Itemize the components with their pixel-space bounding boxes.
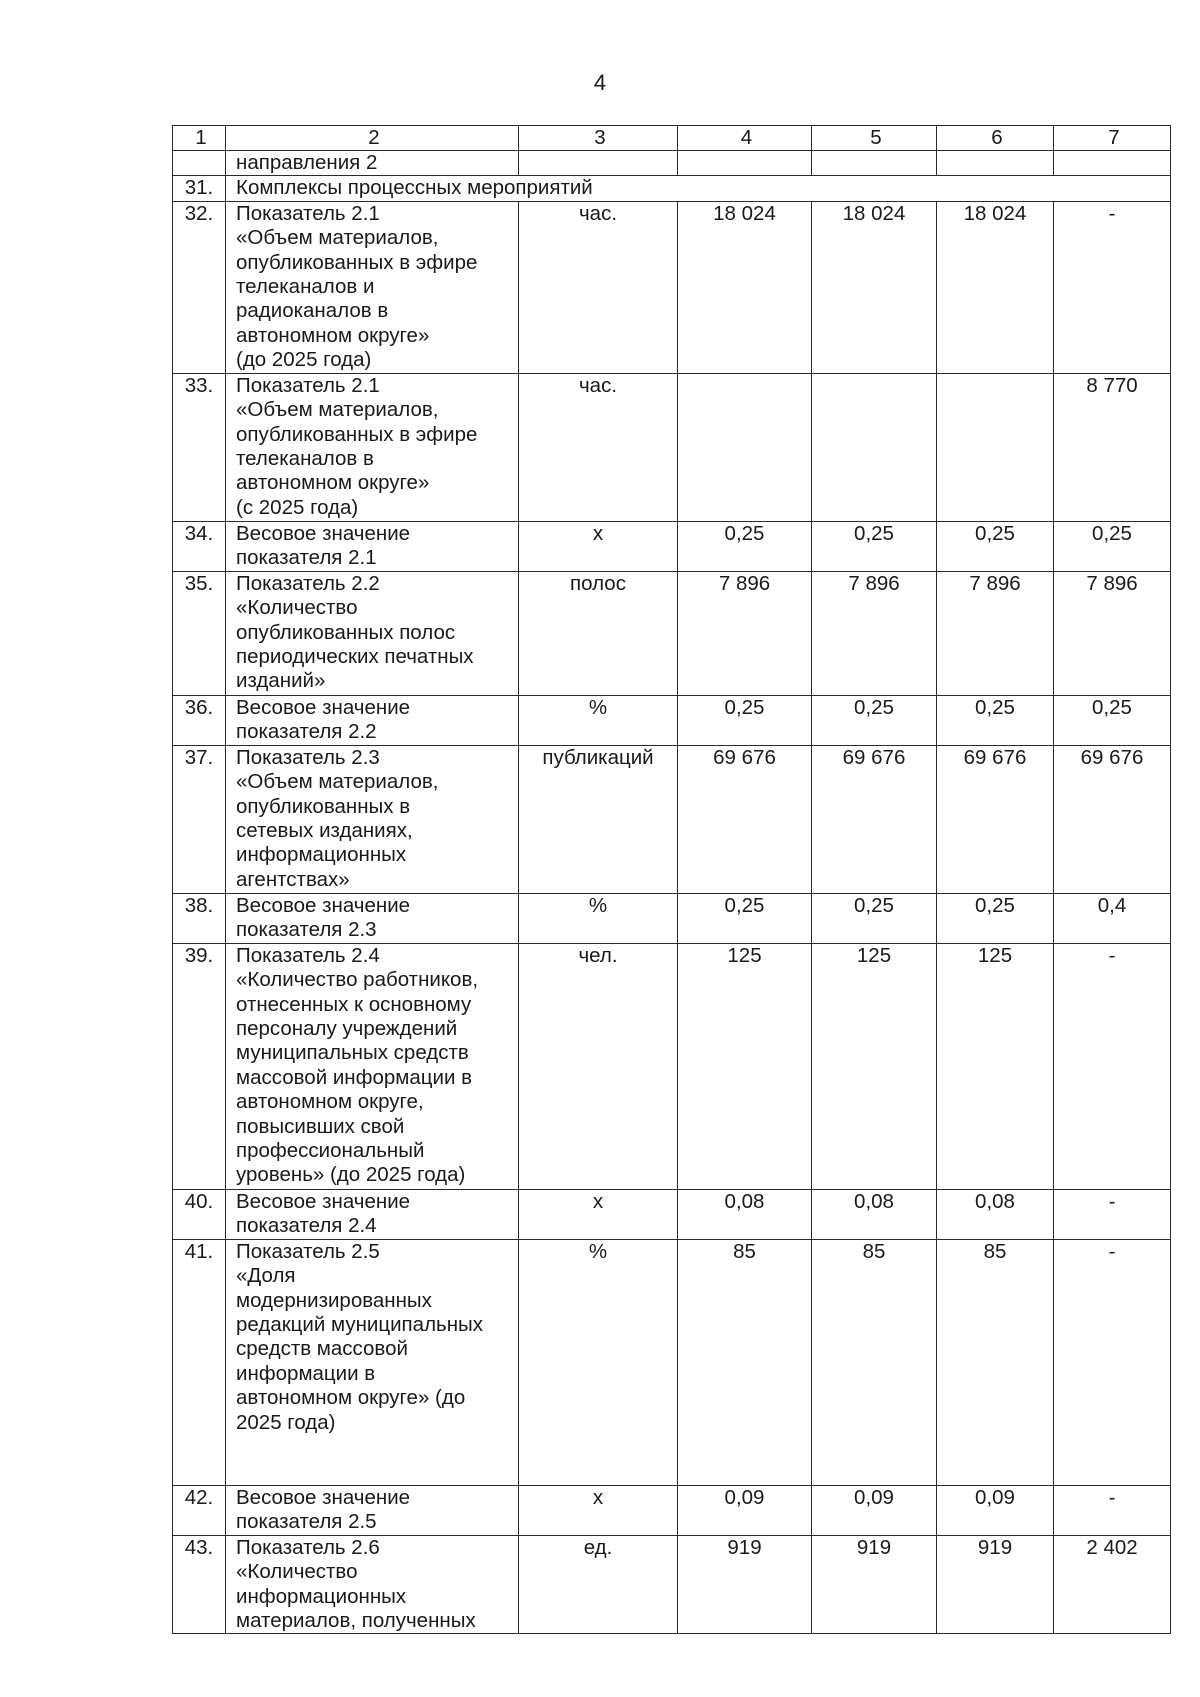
unit-cell: х: [519, 521, 678, 571]
value-cell-col4: 0,25: [678, 695, 812, 745]
indicator-name-line: Показатель 2.4: [236, 943, 380, 967]
indicator-name-line: Показатель 2.1: [236, 373, 380, 397]
table-row: [173, 201, 1171, 373]
indicator-name-line: сетевых изданиях,: [236, 819, 413, 843]
indicator-name-line: «Объем материалов,: [236, 398, 439, 422]
table-row: [173, 1189, 1171, 1239]
indicator-name-line: средств массовой: [236, 1337, 408, 1361]
indicator-name-line: опубликованных в: [236, 794, 411, 818]
indicator-name-line: радиоканалов в: [236, 299, 389, 323]
table-row: [173, 745, 1171, 893]
indicator-name-line: агентствах»: [236, 867, 350, 891]
value-cell-col7: 0,25: [1054, 521, 1171, 571]
value-cell-col7: 69 676: [1054, 745, 1171, 893]
value-cell-col4: 125: [678, 943, 812, 1189]
indicator-name-line: «Количество: [236, 596, 358, 620]
row-number-cell: 32.: [173, 201, 226, 373]
indicator-name-line: Весовое значение: [236, 695, 411, 719]
value-cell-col5: 0,08: [812, 1189, 937, 1239]
row-number-cell: 33.: [173, 373, 226, 521]
indicator-name-line: опубликованных полос: [236, 620, 456, 644]
indicator-name-cell: [226, 1485, 519, 1535]
indicator-name-line: телеканалов и: [236, 275, 375, 299]
value-cell: [1054, 151, 1171, 176]
value-cell-col6: 69 676: [937, 745, 1054, 893]
header-cell: 7: [1054, 126, 1171, 151]
indicator-name-line: Весовое значение: [236, 1485, 411, 1509]
row-number-cell: 35.: [173, 571, 226, 695]
table-row: [173, 373, 1171, 521]
indicator-name-line: «Доля: [236, 1264, 296, 1288]
value-cell-col6: 0,25: [937, 521, 1054, 571]
indicator-name-line: массовой информации в: [236, 1065, 473, 1089]
header-cell: 5: [812, 126, 937, 151]
value-cell-col5: 7 896: [812, 571, 937, 695]
indicator-name-line: Весовое значение: [236, 1189, 411, 1213]
indicator-name-line: отнесенных к основному: [236, 992, 472, 1016]
header-cell: 2: [226, 126, 519, 151]
table-row: [173, 893, 1171, 943]
page-number: 4: [593, 70, 607, 95]
row-number-cell: 38.: [173, 893, 226, 943]
indicator-name-line: периодических печатных: [236, 645, 474, 669]
indicator-name-line: Весовое значение: [236, 521, 411, 545]
value-cell-col6: [937, 373, 1054, 521]
indicator-name-line: автономном округе»: [236, 471, 430, 495]
value-cell-col5: [812, 373, 937, 521]
table-row: [173, 1239, 1171, 1485]
value-cell-col4: 7 896: [678, 571, 812, 695]
row-number-cell: 37.: [173, 745, 226, 893]
value-cell: [678, 151, 812, 176]
row-number-cell: 41.: [173, 1239, 226, 1485]
indicator-name-line: Показатель 2.5: [236, 1239, 380, 1263]
indicator-name-line: уровень» (до 2025 года): [236, 1163, 466, 1187]
indicator-name-cell: [226, 571, 519, 695]
table-row: [173, 521, 1171, 571]
indicator-name-line: Показатель 2.2: [236, 571, 380, 595]
table-row: [173, 571, 1171, 695]
value-cell-col6: 919: [937, 1535, 1054, 1634]
unit-cell: х: [519, 1189, 678, 1239]
indicator-name-line: показателя 2.1: [236, 546, 377, 570]
header-cell: 6: [937, 126, 1054, 151]
row-number-cell: 31.: [173, 176, 226, 201]
indicator-name-line: «Объем материалов,: [236, 770, 439, 794]
indicator-name-line: Показатель 2.3: [236, 745, 380, 769]
value-cell-col6: 0,09: [937, 1485, 1054, 1535]
row-number-cell: 36.: [173, 695, 226, 745]
indicator-name-line: Показатель 2.1: [236, 201, 380, 225]
indicator-name-line: информационных: [236, 1584, 407, 1608]
table-row: [173, 943, 1171, 1189]
indicator-name-line: (до 2025 года): [236, 348, 372, 372]
value-cell-col7: -: [1054, 943, 1171, 1189]
value-cell-col5: 85: [812, 1239, 937, 1485]
value-cell-col4: 919: [678, 1535, 812, 1634]
value-cell-col4: 0,25: [678, 893, 812, 943]
indicator-name-cell: направления 2: [226, 151, 519, 176]
value-cell-col6: 7 896: [937, 571, 1054, 695]
indicator-name-cell: [226, 201, 519, 373]
value-cell-col7: -: [1054, 1485, 1171, 1535]
value-cell-col5: 919: [812, 1535, 937, 1634]
indicator-name-line: показателя 2.5: [236, 1510, 377, 1534]
indicator-name-line: «Количество: [236, 1560, 358, 1584]
table-row: [173, 1485, 1171, 1535]
indicator-name-cell: [226, 521, 519, 571]
value-cell-col5: 0,25: [812, 521, 937, 571]
value-cell-col6: 125: [937, 943, 1054, 1189]
header-cell: 3: [519, 126, 678, 151]
indicator-name-line: Весовое значение: [236, 893, 411, 917]
section-title: Комплексы процессных мероприятий: [226, 176, 1171, 201]
row-number-cell: [173, 151, 226, 176]
unit-cell: ед.: [519, 1535, 678, 1634]
value-cell-col5: 0,25: [812, 695, 937, 745]
indicator-name-line: Показатель 2.6: [236, 1535, 380, 1559]
value-cell-col7: -: [1054, 1189, 1171, 1239]
indicator-name-line: «Объем материалов,: [236, 226, 439, 250]
indicator-name-cell: [226, 1239, 519, 1485]
value-cell: [812, 151, 937, 176]
indicator-name-line: показателя 2.2: [236, 720, 377, 744]
indicator-name-line: автономном округе,: [236, 1090, 424, 1114]
section-row: [173, 176, 1171, 201]
indicator-name-line: муниципальных средств: [236, 1041, 469, 1065]
value-cell-col7: 8 770: [1054, 373, 1171, 521]
indicator-name-line: редакций муниципальных: [236, 1313, 484, 1337]
unit-cell: %: [519, 893, 678, 943]
indicator-name-line: (с 2025 года): [236, 495, 359, 519]
row-number-cell: 39.: [173, 943, 226, 1189]
row-number-cell: 43.: [173, 1535, 226, 1634]
indicators-table: [172, 125, 1171, 1634]
row-number-cell: 40.: [173, 1189, 226, 1239]
unit-cell: полос: [519, 571, 678, 695]
indicator-name-line: «Количество работников,: [236, 968, 479, 992]
value-cell-col7: 7 896: [1054, 571, 1171, 695]
value-cell-col5: 0,09: [812, 1485, 937, 1535]
indicator-name-line: информационных: [236, 843, 407, 867]
table-row: [173, 695, 1171, 745]
header-cell: 1: [173, 126, 226, 151]
value-cell-col7: 2 402: [1054, 1535, 1171, 1634]
value-cell-col6: 0,25: [937, 893, 1054, 943]
value-cell-col4: 85: [678, 1239, 812, 1485]
indicator-name-line: опубликованных в эфире: [236, 422, 478, 446]
indicator-name-cell: [226, 373, 519, 521]
value-cell-col4: 0,25: [678, 521, 812, 571]
value-cell-col7: 0,4: [1054, 893, 1171, 943]
value-cell-col6: 0,08: [937, 1189, 1054, 1239]
indicator-name-line: профессиональный: [236, 1139, 425, 1163]
unit-cell: %: [519, 695, 678, 745]
value-cell: [937, 151, 1054, 176]
header-cell: 4: [678, 126, 812, 151]
continuation-row: [173, 151, 1171, 176]
indicator-name-line: информации в: [236, 1361, 376, 1385]
unit-cell: чел.: [519, 943, 678, 1189]
indicator-name-line: автономном округе» (до: [236, 1386, 466, 1410]
value-cell-col7: -: [1054, 1239, 1171, 1485]
unit-cell: час.: [519, 373, 678, 521]
indicator-name-cell: [226, 1535, 519, 1634]
indicator-name-line: изданий»: [236, 669, 326, 693]
value-cell-col7: 0,25: [1054, 695, 1171, 745]
indicator-name-cell: [226, 695, 519, 745]
value-cell-col6: 18 024: [937, 201, 1054, 373]
value-cell-col7: -: [1054, 201, 1171, 373]
column-number-header-row: [173, 126, 1171, 151]
indicator-name-cell: [226, 1189, 519, 1239]
unit-cell: х: [519, 1485, 678, 1535]
indicator-name-line: показателя 2.3: [236, 918, 377, 942]
indicator-name-line: автономном округе»: [236, 323, 430, 347]
row-number-cell: 42.: [173, 1485, 226, 1535]
value-cell-col5: 69 676: [812, 745, 937, 893]
indicator-name-line: телеканалов в: [236, 447, 374, 471]
indicator-name-line: 2025 года): [236, 1410, 336, 1434]
value-cell-col4: 18 024: [678, 201, 812, 373]
table-row: [173, 1535, 1171, 1634]
value-cell-col4: [678, 373, 812, 521]
value-cell-col4: 69 676: [678, 745, 812, 893]
value-cell-col5: 18 024: [812, 201, 937, 373]
indicator-name-line: опубликованных в эфире: [236, 250, 478, 274]
unit-cell: [519, 151, 678, 176]
indicator-name-line: персоналу учреждений: [236, 1017, 458, 1041]
row-number-cell: 34.: [173, 521, 226, 571]
indicator-name-cell: [226, 943, 519, 1189]
value-cell-col6: 85: [937, 1239, 1054, 1485]
unit-cell: %: [519, 1239, 678, 1485]
unit-cell: публикаций: [519, 745, 678, 893]
value-cell-col4: 0,08: [678, 1189, 812, 1239]
value-cell-col4: 0,09: [678, 1485, 812, 1535]
unit-cell: час.: [519, 201, 678, 373]
value-cell-col5: 125: [812, 943, 937, 1189]
indicator-name-cell: [226, 745, 519, 893]
indicator-name-line: повысивших свой: [236, 1114, 405, 1138]
value-cell-col6: 0,25: [937, 695, 1054, 745]
indicator-name-line: материалов, полученных: [236, 1609, 476, 1633]
indicator-name-line: показателя 2.4: [236, 1214, 377, 1238]
value-cell-col5: 0,25: [812, 893, 937, 943]
indicator-name-cell: [226, 893, 519, 943]
indicator-name-line: модернизированных: [236, 1288, 432, 1312]
